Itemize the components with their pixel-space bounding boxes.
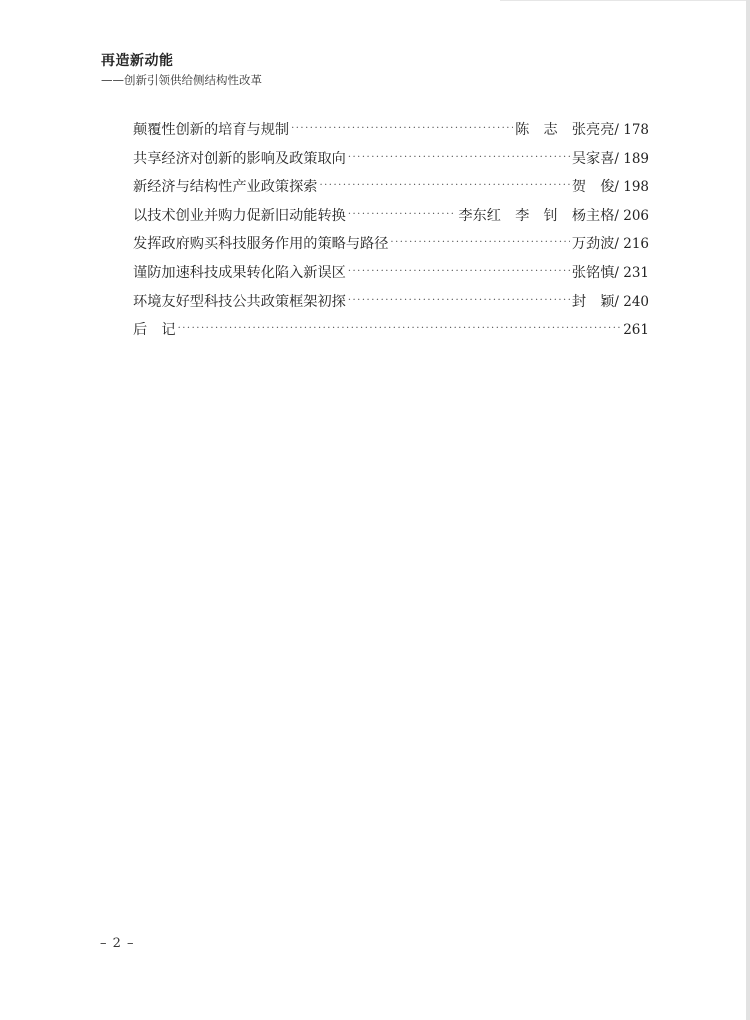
toc-entry[interactable] <box>133 116 649 145</box>
toc-entry-author: 陈 志 张亮亮 <box>515 122 615 138</box>
toc-entry-page: / 206 <box>614 207 649 224</box>
toc-entry-title: 颠覆性创新的培育与规制 <box>133 122 290 138</box>
toc-entry[interactable] <box>133 145 649 174</box>
page-edge-shadow <box>746 0 750 1020</box>
toc-entry-page: / 189 <box>614 150 649 167</box>
page-edge <box>500 0 746 1</box>
toc-entry-author: 封 颖 <box>571 293 615 310</box>
book-subtitle: ——创新引领供给侧结构性改革 <box>101 73 262 87</box>
toc-entry-page: / 240 <box>614 293 649 310</box>
toc-entry-title: 后 记 <box>133 322 176 339</box>
book-title: 再造新动能 <box>101 53 174 69</box>
dot-leader <box>348 201 456 230</box>
toc-entry-title: 环境友好型科技公共政策框架初探 <box>133 293 346 310</box>
table-of-contents <box>133 116 649 345</box>
dot-leader <box>348 287 570 316</box>
toc-entry-page: / 231 <box>614 264 649 281</box>
toc-entry-page: / 198 <box>614 179 649 196</box>
toc-entry-page: 261 <box>623 322 649 339</box>
toc-entry[interactable] <box>133 259 649 288</box>
running-header <box>101 52 501 88</box>
toc-entry[interactable] <box>133 202 649 231</box>
dot-leader <box>178 315 622 344</box>
toc-entry[interactable] <box>133 288 649 317</box>
toc-entry-title: 共享经济对创新的影响及政策取向 <box>133 150 346 167</box>
toc-entry[interactable] <box>133 173 649 202</box>
dot-leader <box>348 258 570 287</box>
dot-leader <box>348 144 570 173</box>
toc-entry-afterword[interactable] <box>133 316 649 345</box>
toc-entry-title: 新经济与结构性产业政策探索 <box>133 179 318 196</box>
toc-entry-author: 吴家喜 <box>571 150 615 167</box>
toc-entry-author: 万劲波 <box>571 236 615 253</box>
toc-entry-page: / 216 <box>614 236 649 253</box>
toc-entry[interactable] <box>133 230 649 259</box>
toc-entry-author: 李东红 李 钊 杨主格 <box>458 207 615 224</box>
dot-leader <box>291 115 513 144</box>
toc-entry-author: 贺 俊 <box>571 179 615 196</box>
toc-entry-title: 谨防加速科技成果转化陷入新误区 <box>133 264 346 281</box>
toc-entry-title: 发挥政府购买科技服务作用的策略与路径 <box>133 236 389 253</box>
page-number: – 2 – <box>100 936 135 951</box>
toc-entry-title: 以技术创业并购力促新旧动能转换 <box>133 207 346 224</box>
dot-leader <box>319 172 569 201</box>
toc-entry-author: 张铭慎 <box>571 264 615 281</box>
dot-leader <box>390 229 569 258</box>
toc-entry-page: / 178 <box>614 122 649 138</box>
